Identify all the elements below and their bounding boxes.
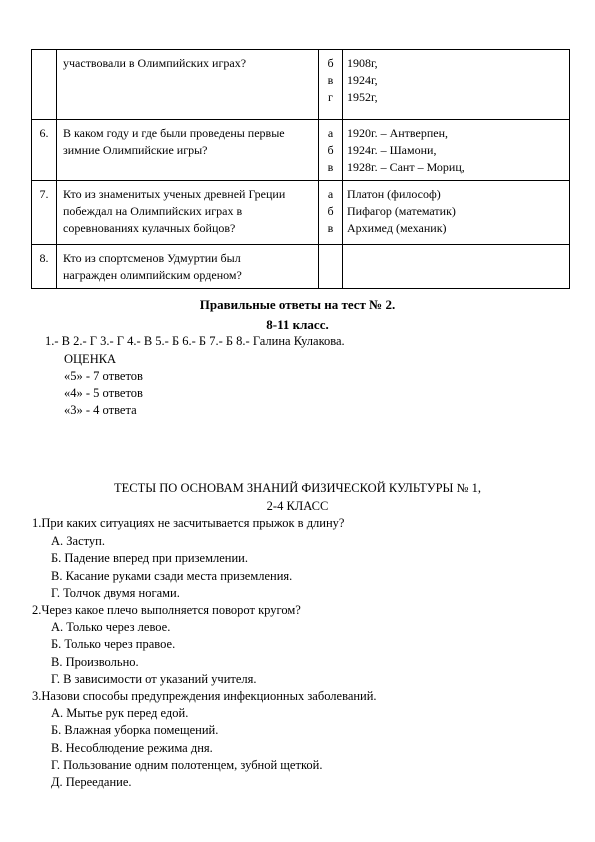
table-row [32,120,570,181]
answer-option: Платон (философ) [347,187,441,201]
row-number: 8. [32,245,57,289]
question-line: побеждал на Олимпийских играх в [63,204,243,218]
option-item: Б. Влажная уборка помещений. [51,723,219,737]
option-item: Б. Падение вперед при приземлении. [51,551,248,565]
option-letter: а [327,126,334,140]
answers-cell [343,245,570,289]
grade-item: «5» - 7 ответов [64,369,143,383]
answer-option: 1908г, [347,56,378,70]
option-item: Г. В зависимости от указаний учителя. [51,672,257,686]
question-text: 1.При каких ситуациях не засчитывается прыжок в длину? [32,516,345,530]
option-letter: в [327,73,334,87]
table-row [32,245,570,289]
row-number [32,50,57,120]
grade-item: «3» - 4 ответа [64,403,137,417]
question-text: 2.Через какое плечо выполняется поворот кругом? [32,603,301,617]
question-cell [57,181,319,245]
answers-line: 1.- В 2.- Г 3.- Г 4.- В 5.- Б 6.- Б 7.- Б 8.- Галина Кулакова. [45,334,345,348]
letters-cell [319,50,343,120]
letters-cell [319,120,343,181]
answers-cell [343,50,570,120]
option-letter: б [327,56,334,70]
option-item: Г. Толчок двумя ногами. [51,586,180,600]
test-subtitle: 2-4 КЛАСС [266,499,329,513]
answer-option: Пифагор (математик) [347,204,456,218]
test-title: ТЕСТЫ ПО ОСНОВАМ ЗНАНИЙ ФИЗИЧЕСКОЙ КУЛЬТУРЫ № 1, [114,481,481,495]
option-item: А. Мытье рук перед едой. [51,706,189,720]
answer-option: 1952г, [347,90,378,104]
question-line: соревнованиях кулачных бойцов? [63,221,236,235]
option-item: Б. Только через правое. [51,637,176,651]
question-line: зимние Олимпийские игры? [63,143,208,157]
option-item: А. Заступ. [51,534,105,548]
table-row [32,181,570,245]
question-line: В каком году и где были проведены первые [63,126,285,140]
question-cell [57,245,319,289]
option-item: В. Произвольно. [51,655,139,669]
answer-option: 1924г. – Шамони, [347,143,437,157]
option-item: Д. Переедание. [51,775,132,789]
option-letter: г [328,90,333,104]
option-item: В. Несоблюдение режима дня. [51,741,213,755]
answers-cell [343,181,570,245]
question-text: 3.Назови способы предупреждения инфекционных заболеваний. [32,689,377,703]
question-line: участвовали в Олимпийских играх? [63,56,247,70]
olympic-questions-table [31,49,570,289]
answer-option: 1928г. – Сант – Мориц, [347,160,465,174]
option-letter: в [327,160,334,174]
grade-item: «4» - 5 ответов [64,386,143,400]
question-line: Кто из знаменитых ученых древней Греции [63,187,286,201]
question-line: Кто из спортсменов Удмуртии был [63,251,241,265]
question-cell [57,120,319,181]
option-letter: б [327,204,334,218]
question-line: награжден олимпийским орденом? [63,268,242,282]
grade-label: ОЦЕНКА [64,352,117,366]
table-row [32,50,570,120]
option-letter: а [327,187,334,201]
letters-cell [319,181,343,245]
row-number: 7. [32,181,57,245]
answers-subtitle: 8-11 класс. [266,317,329,332]
answers-title: Правильные ответы на тест № 2. [199,297,396,312]
answers-cell [343,120,570,181]
answer-option: Архимед (механик) [347,221,447,235]
option-item: А. Только через левое. [51,620,171,634]
option-item: Г. Пользование одним полотенцем, зубной щеткой. [51,758,323,772]
option-letter: в [327,221,334,235]
letters-cell [319,245,343,289]
answer-option: 1920г. – Антверпен, [347,126,448,140]
question-cell [57,50,319,120]
answer-option: 1924г, [347,73,378,87]
option-letter: б [327,143,334,157]
option-item: В. Касание руками сзади места приземления. [51,569,293,583]
row-number: 6. [32,120,57,181]
